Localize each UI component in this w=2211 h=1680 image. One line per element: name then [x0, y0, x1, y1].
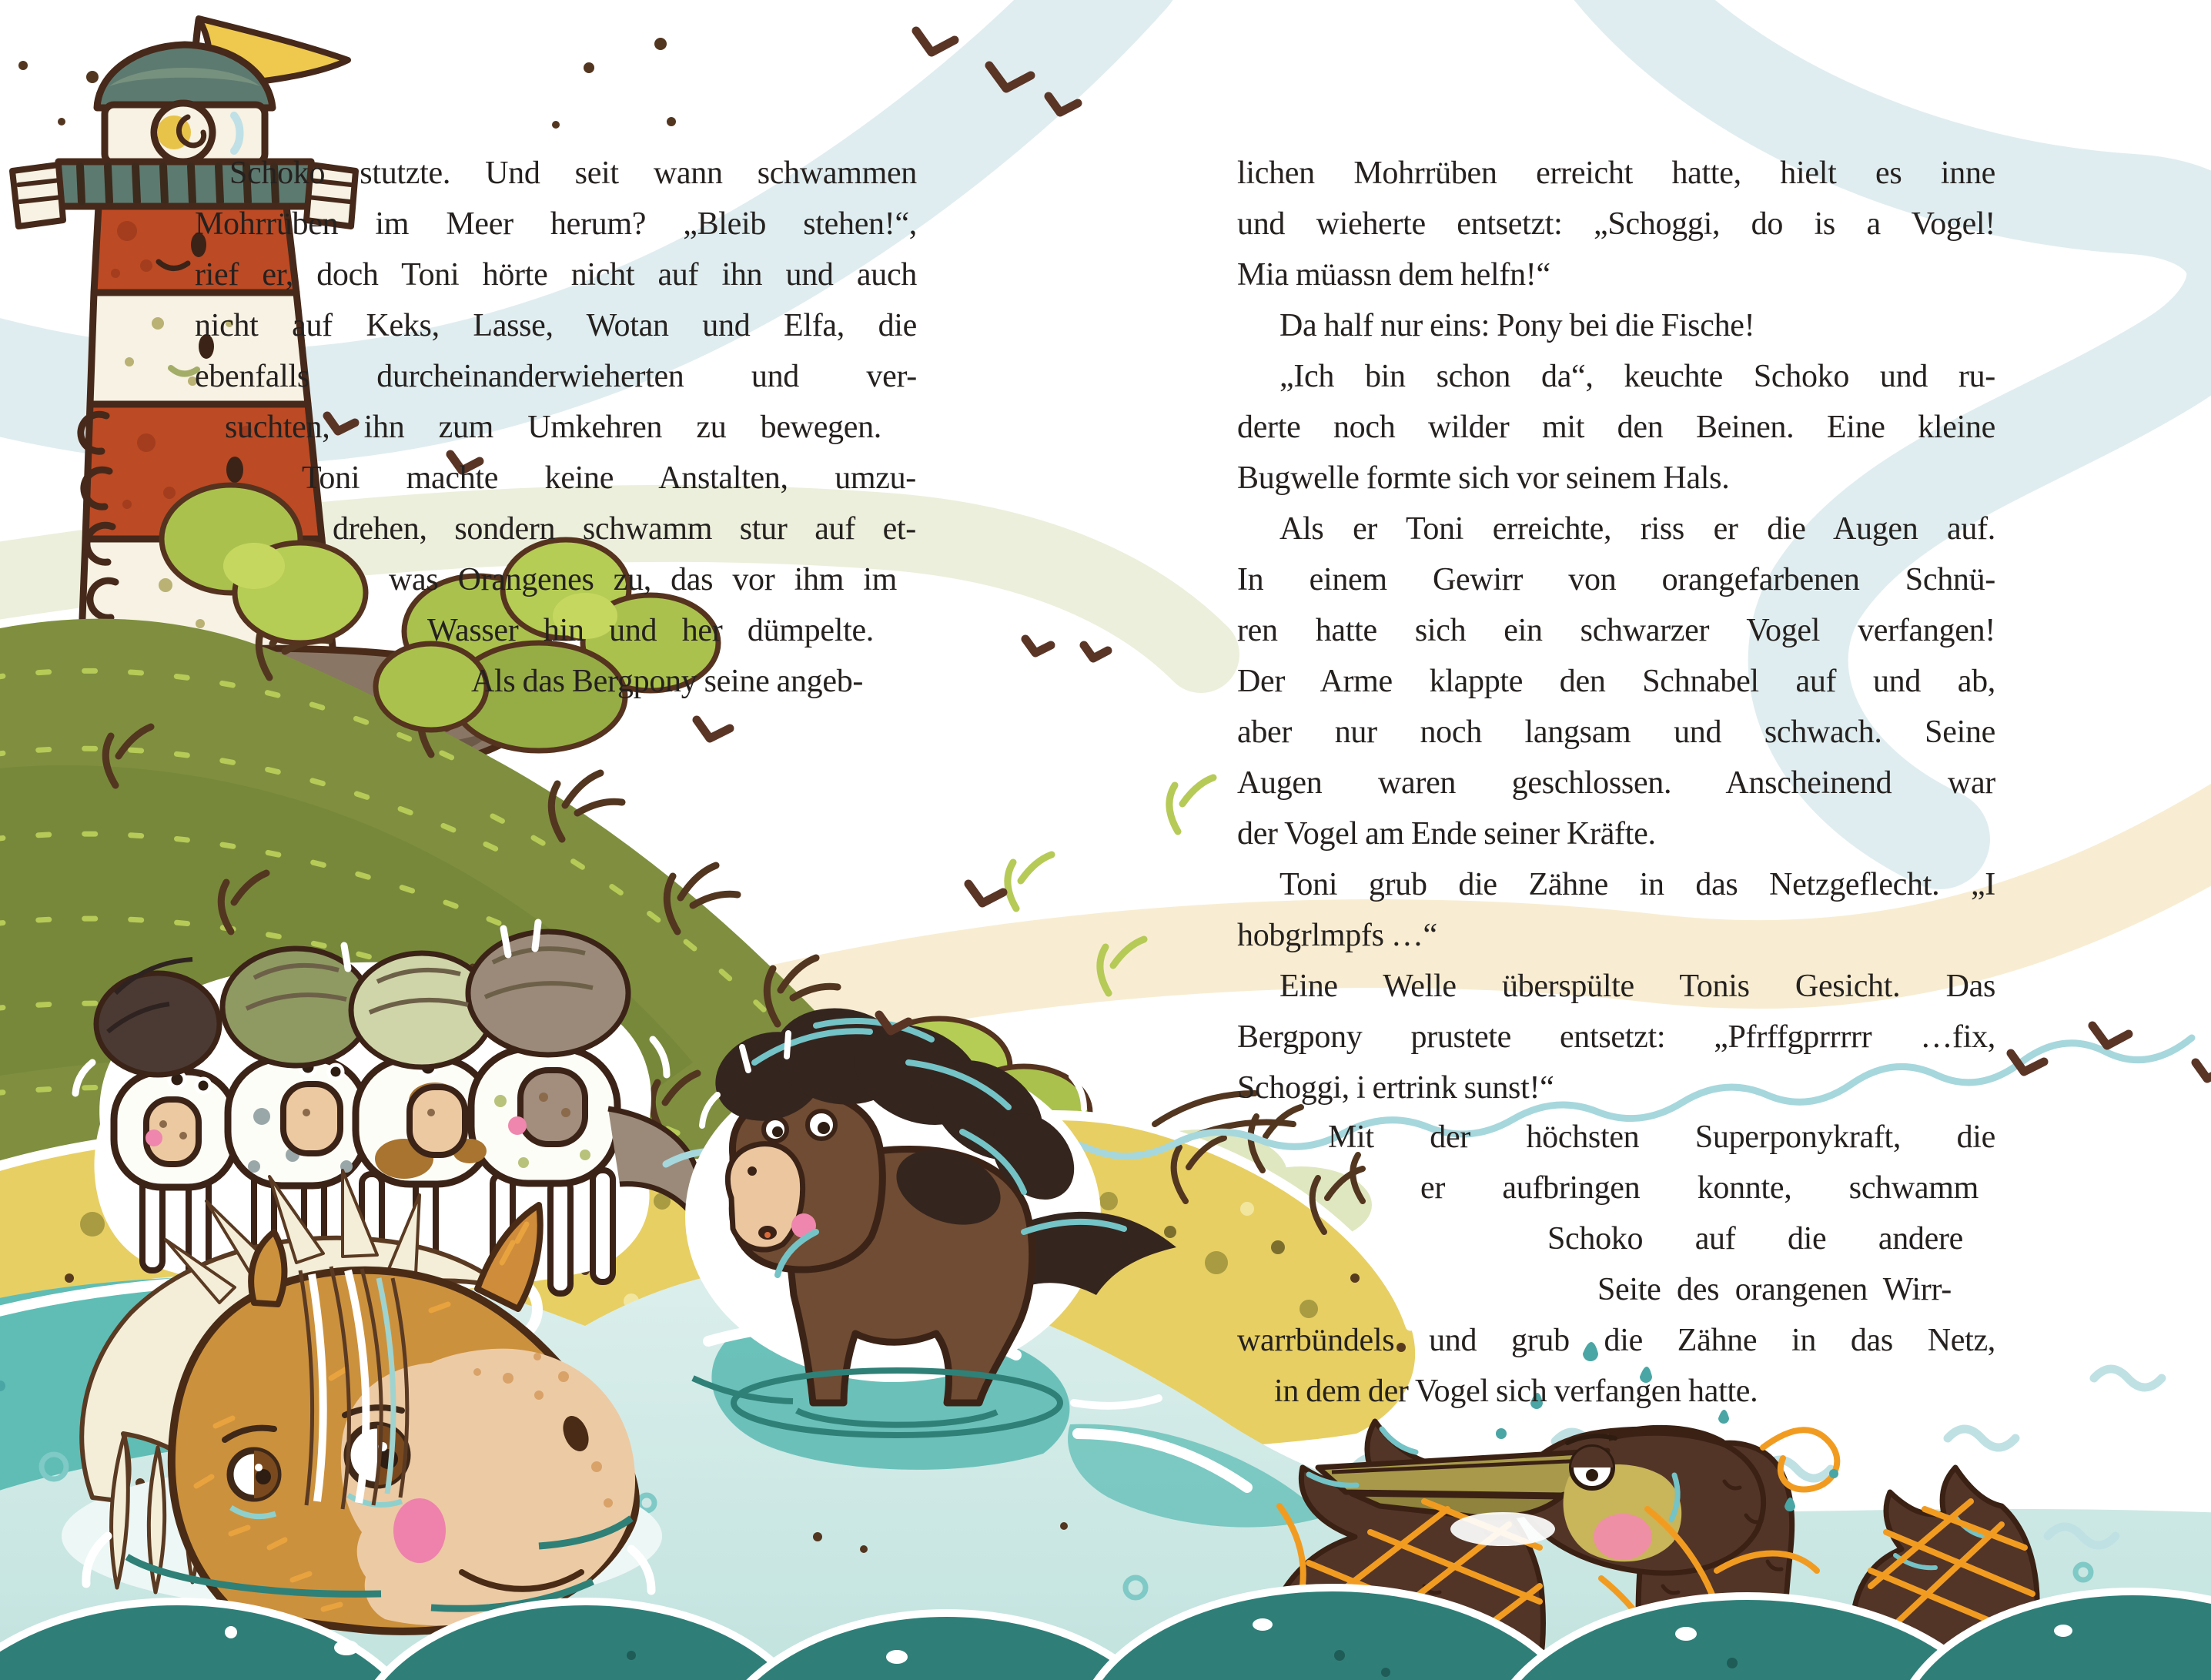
story-line: der Vogel am Ende seiner Kräfte. [1237, 816, 1656, 852]
story-line: Mit der höchsten Superponykraft, die [1328, 1119, 1995, 1155]
story-line: Augen waren geschlossen. Anscheinend war [1237, 765, 1995, 801]
story-line: nicht auf Keks, Lasse, Wotan und Elfa, die [195, 308, 917, 343]
story-line: Bergpony prustete entsetzt: „Pfrffgprrrrr …fix, [1237, 1019, 1995, 1055]
story-line: Bugwelle formte sich vor seinem Hals. [1237, 460, 1730, 496]
story-line: Schoggi, i ertrink sunst!“ [1237, 1070, 1554, 1106]
story-line: hobgrlmpfs …“ [1237, 918, 1437, 953]
story-line: drehen, sondern schwamm stur auf et- [333, 511, 916, 547]
story-line: Wasser hin und her dümpelte. [427, 613, 874, 648]
story-line: in dem der Vogel sich verfangen hatte. [1274, 1374, 1758, 1409]
story-line: rief er, doch Toni hörte nicht auf ihn und auch [195, 257, 917, 293]
story-line: Mia müassn dem helfn!“ [1237, 257, 1550, 293]
story-line: derte noch wilder mit den Beinen. Eine kleine [1237, 410, 1995, 445]
story-line: Der Arme klappte den Schnabel auf und ab, [1237, 664, 1995, 699]
story-line: warrbündels und grub die Zähne in das Netz, [1237, 1323, 1995, 1358]
story-line: Mohrrüben im Meer herum? „Bleib stehen!“, [195, 206, 917, 242]
story-line: aber nur noch langsam und schwach. Seine [1237, 715, 1995, 750]
story-line: er aufbringen konnte, schwamm [1420, 1170, 1979, 1206]
story-line: was Orangenes zu, das vor ihm im [389, 562, 897, 597]
story-line: In einem Gewirr von orangefarbenen Schnü- [1237, 562, 1995, 597]
story-line: und wieherte entsetzt: „Schoggi, do is a Vogel! [1237, 206, 1995, 242]
story-line: Toni grub die Zähne in das Netzgeflecht. „I [1279, 867, 1995, 902]
story-line: ren hatte sich ein schwarzer Vogel verfangen! [1237, 613, 1995, 648]
story-line: Da half nur eins: Pony bei die Fische! [1279, 308, 1755, 343]
pony-herd [75, 922, 701, 1293]
story-line: Seite des orangenen Wirr- [1597, 1272, 1952, 1307]
story-line: Schoko stutzte. Und seit wann schwammen [229, 156, 917, 191]
story-line: Eine Welle überspülte Tonis Gesicht. Das [1279, 969, 1995, 1004]
story-line: lichen Mohrrüben erreicht hatte, hielt es inne [1237, 156, 1995, 191]
story-line: suchten, ihn zum Umkehren zu bewegen. [225, 410, 881, 445]
story-line: ebenfalls durcheinanderwieherten und ver- [195, 359, 917, 394]
story-line: Als er Toni erreichte, riss er die Augen auf. [1279, 511, 1995, 547]
story-line: Schoko auf die andere [1547, 1221, 1963, 1257]
story-line: Als das Bergpony seine angeb- [471, 664, 864, 699]
story-line: „Ich bin schon da“, keuchte Schoko und ru- [1279, 359, 1995, 394]
story-line: Toni machte keine Anstalten, umzu- [302, 460, 916, 496]
